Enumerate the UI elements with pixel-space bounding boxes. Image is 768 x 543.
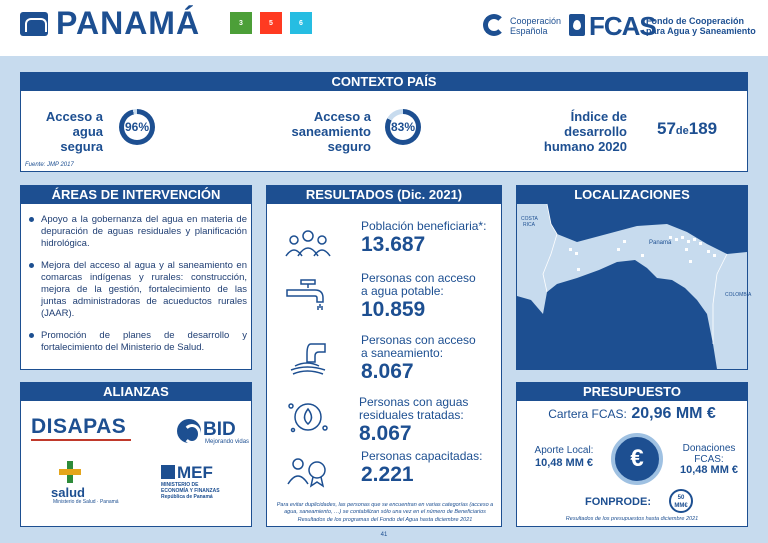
- salud-logo: salud: [51, 485, 85, 500]
- results-source: Resultados de los programas del Fondo del Agua hasta diciembre 2021: [297, 517, 473, 523]
- panama-flag-icon: [20, 12, 48, 36]
- context-source: Fuente: JMP 2017: [25, 162, 74, 168]
- mef-logo-icon: [161, 465, 175, 479]
- bid-tagline: Mejorando vidas: [205, 439, 250, 445]
- areas-panel: [20, 185, 252, 370]
- map-label-costa-rica: RICA: [523, 222, 535, 228]
- sdg-3-icon: 3: [230, 12, 252, 34]
- location-marker: [675, 238, 678, 241]
- fonprode-value: 50 MM€: [669, 489, 693, 513]
- result-beneficiaries: Población beneficiaria*: 13.687: [361, 219, 487, 256]
- sanitation-access-donut: [385, 109, 421, 145]
- mef-tagline: MINISTERIO DE ECONOMÍA Y FINANZAS República de Panamá: [161, 482, 220, 500]
- sanitation-access-value: 83%: [390, 114, 416, 140]
- bid-logo: BID: [203, 419, 236, 440]
- locations-title: LOCALIZACIONES: [517, 186, 747, 204]
- euro-icon: €: [611, 433, 663, 485]
- budget-source: Resultados de los presupuestos hasta diciembre 2021: [565, 516, 699, 522]
- disapas-logo: DISAPAS: [31, 415, 127, 438]
- salud-cross-icon: [59, 461, 81, 483]
- budget-total: Cartera FCAS: 20,96 MM €: [548, 405, 716, 422]
- map-label-panama: Panamá: [649, 240, 672, 246]
- cooperacion-logo-icon: [483, 14, 505, 36]
- training-icon: [285, 454, 331, 488]
- pipe-icon: [285, 342, 331, 376]
- page-header: [0, 0, 768, 56]
- budget-title: PRESUPUESTO: [517, 383, 747, 401]
- list-item: Apoyo a la gobernanza del agua en materia de depuración de aguas residuales y planificación hidrológica.: [29, 214, 247, 250]
- water-access-donut: [119, 109, 155, 145]
- country-title: PANAMÁ: [56, 5, 201, 41]
- locations-panel: [516, 185, 752, 370]
- hdi-rank: 57de189: [657, 119, 718, 138]
- sanitation-access-label: Acceso a saneamiento seguro: [291, 109, 371, 154]
- location-marker: [687, 240, 690, 243]
- location-marker: [617, 248, 620, 251]
- budget-panel: [516, 382, 748, 527]
- recycle-drop-icon: [285, 400, 331, 434]
- alliances-title: ALIANZAS: [21, 383, 251, 401]
- location-marker: [669, 236, 672, 239]
- results-title: RESULTADOS (Dic. 2021): [267, 186, 501, 204]
- budget-fcas-donations: Donaciones FCAS: 10,48 MM €: [679, 443, 739, 476]
- results-panel: [266, 185, 502, 527]
- fcas-drop-icon: [569, 14, 585, 36]
- disapas-underline: [31, 439, 131, 441]
- faucet-icon: [285, 278, 331, 312]
- hdi-label: Índice de desarrollo humano 2020: [543, 109, 627, 154]
- location-marker: [623, 240, 626, 243]
- cooperacion-text: Cooperación Española: [510, 16, 562, 36]
- location-marker: [713, 254, 716, 257]
- result-sanitation-access: Personas con acceso a saneamiento: 8.067: [361, 333, 476, 383]
- context-title: CONTEXTO PAÍS: [21, 73, 747, 91]
- location-marker: [575, 252, 578, 255]
- areas-title: ÁREAS DE INTERVENCIÓN: [21, 186, 251, 204]
- location-marker: [569, 248, 572, 251]
- result-trained: Personas capacitadas: 2.221: [361, 449, 483, 486]
- salud-tagline: Ministerio de Salud · Panamá: [53, 499, 119, 505]
- sdg-6-icon: 6: [290, 12, 312, 34]
- location-marker: [693, 238, 696, 241]
- alliances-panel: [20, 382, 252, 527]
- fonprode-label: FONPRODE:: [585, 496, 651, 508]
- location-marker: [685, 248, 688, 251]
- context-panel: [20, 72, 748, 172]
- location-marker: [577, 268, 580, 271]
- map-label-costa-rica: COSTA: [521, 216, 538, 222]
- result-water-access: Personas con acceso a agua potable: 10.859: [361, 271, 476, 321]
- location-marker: [681, 236, 684, 239]
- result-wastewater-treated: Personas con aguas residuales tratadas: 8.067: [359, 395, 469, 445]
- areas-list: [29, 214, 247, 364]
- water-access-value: 96%: [124, 114, 150, 140]
- sdg-5-icon: 5: [260, 12, 282, 34]
- location-marker: [699, 242, 702, 245]
- budget-local-contribution: Aporte Local: 10,48 MM €: [534, 445, 594, 469]
- location-marker: [707, 250, 710, 253]
- mef-logo: MEF: [177, 463, 213, 482]
- bid-logo-icon: [177, 419, 201, 443]
- list-item: Mejora del acceso al agua y al saneamiento en comarcas indígenas y rurales: construcción, mejora de la gestión, fortalecimiento de las juntas administradoras de acueductos rurales (JAAR).: [29, 260, 247, 320]
- list-item: Promoción de planes de desarrollo y fortalecimiento del Ministerio de Salud.: [29, 330, 247, 354]
- panama-map: [517, 204, 752, 369]
- water-access-label: Acceso a agua segura: [45, 109, 103, 154]
- location-marker: [689, 260, 692, 263]
- location-marker: [641, 254, 644, 257]
- results-footnote: Para evitar duplicidades, las personas que se encuentran en varias categorías (acceso a agua, saneamiento, …) se contabilizan sólo una vez en el número de Beneficiarios: [276, 502, 494, 515]
- map-label-colombia: COLOMBIA: [725, 292, 752, 298]
- people-icon: [285, 226, 331, 260]
- page-number: 41: [380, 532, 388, 538]
- fcas-brand: FCAS: [589, 11, 656, 41]
- fcas-text: Fondo de Cooperación para Agua y Saneamiento: [646, 16, 756, 36]
